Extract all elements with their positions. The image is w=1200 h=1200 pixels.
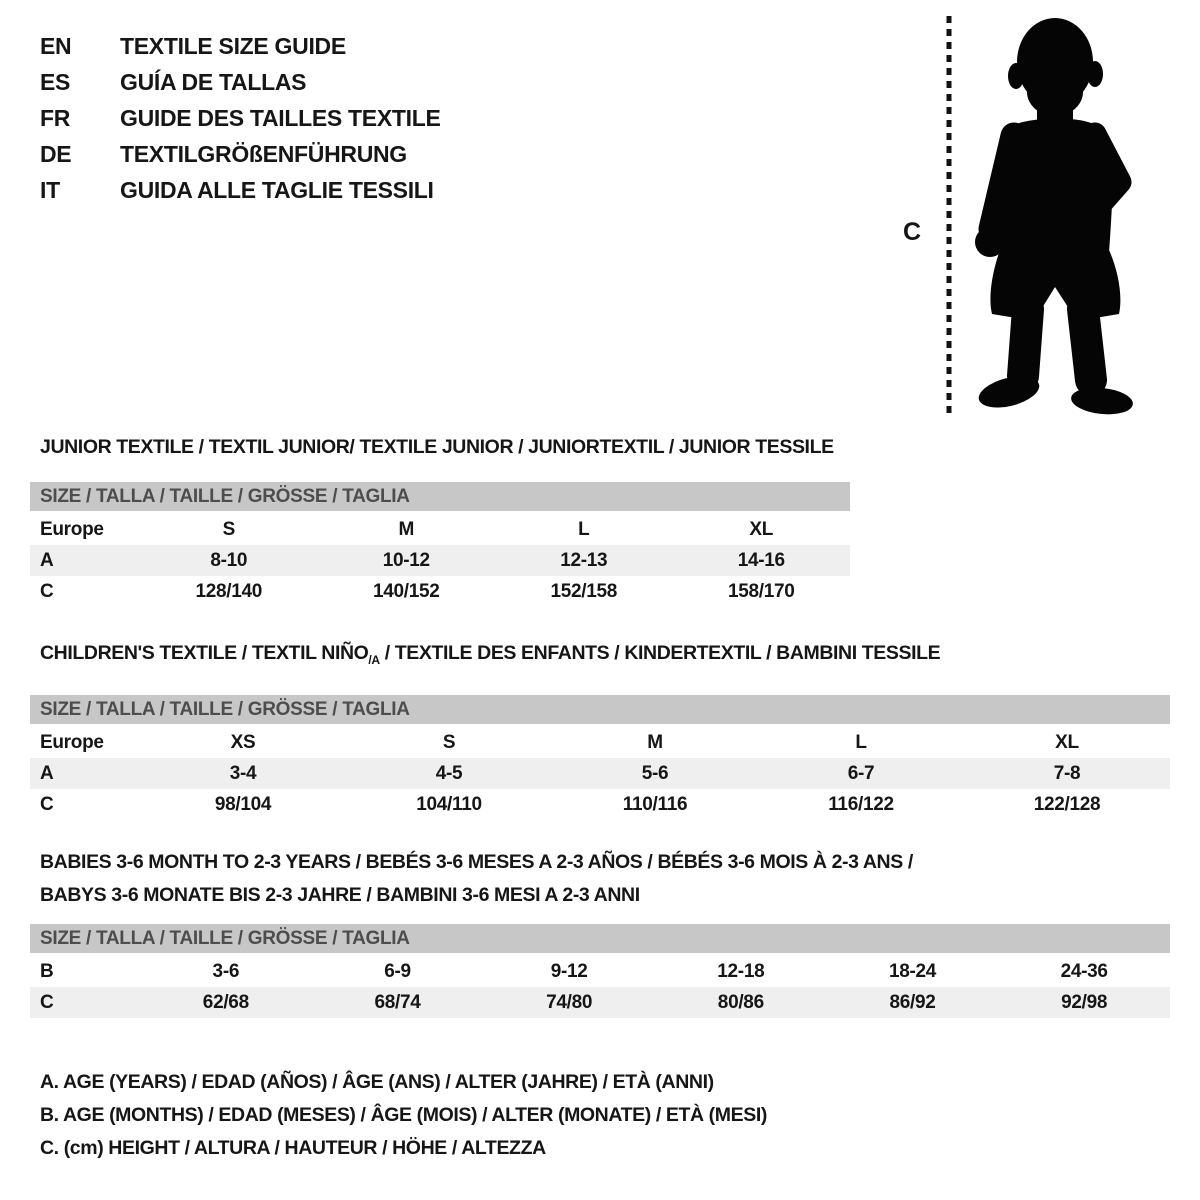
table-cell: S <box>442 731 456 753</box>
table-cell: 3-6 <box>212 961 240 982</box>
row-label: A <box>40 550 54 571</box>
toddler-silhouette-icon <box>962 14 1142 419</box>
table-cell: M <box>398 519 415 540</box>
language-row-en <box>40 28 441 64</box>
row-label: A <box>40 762 54 784</box>
table-cell: L <box>578 519 590 540</box>
table-cell: 80/86 <box>717 992 764 1013</box>
language-row-it <box>40 172 441 208</box>
section-title: CHILDREN'S TEXTILE / TEXTIL $NIÑO_{/A}$ / TEXTILE DES ENFANTS / KINDERTEXTIL / BAMBINI TESSILE <box>40 642 941 667</box>
language-label: GUÍA DE TALLAS <box>120 69 307 95</box>
table-row-europe <box>30 514 850 545</box>
table-cell: 158/170 <box>727 581 795 602</box>
language-code: IT <box>40 177 60 203</box>
table-cell: 140/152 <box>372 581 440 602</box>
section-title-line2: BABYS 3-6 MONATE BIS 2-3 JAHRE / BAMBINI 3-6 MESI A 2-3 ANNI <box>40 884 640 906</box>
section-babies-textile <box>30 846 1170 1018</box>
table-cell: 4-5 <box>435 762 463 784</box>
table-cell: 6-7 <box>847 762 875 784</box>
section-title: JUNIOR TEXTILE / TEXTIL JUNIOR/ TEXTILE JUNIOR / JUNIORTEXTIL / JUNIOR TESSILE <box>40 436 834 458</box>
language-title-list <box>40 28 441 208</box>
table-cell: 8-10 <box>210 550 248 571</box>
table-row-height <box>30 987 1170 1018</box>
table-cell: 14-16 <box>737 550 785 571</box>
legend <box>40 1066 767 1165</box>
title-subscript: /A <box>368 652 380 667</box>
table-cell: 92/98 <box>1061 992 1108 1013</box>
row-label: C <box>40 992 54 1013</box>
section-title-line1: BABIES 3-6 MONTH TO 2-3 YEARS / BEBÉS 3-6 MESES A 2-3 AÑOS / BÉBÉS 3-6 MOIS À 2-3 ANS / <box>40 851 913 873</box>
legend-line-c: C. (cm) HEIGHT / ALTURA / HAUTEUR / HÖHE / ALTEZZA <box>40 1137 546 1159</box>
section-children-textile <box>30 642 1170 820</box>
table-cell: 12-18 <box>717 961 765 982</box>
table-junior <box>30 482 850 607</box>
table-cell: 3-4 <box>229 762 257 784</box>
table-cell: 18-24 <box>888 961 937 982</box>
table-row-age-months <box>30 956 1170 987</box>
legend-line-a: A. AGE (YEARS) / EDAD (AÑOS) / ÂGE (ANS) / ALTER (JAHRE) / ETÀ (ANNI) <box>40 1071 714 1093</box>
table-cell: 116/122 <box>828 793 894 815</box>
table-cell: 68/74 <box>374 992 421 1013</box>
table-cell: 7-8 <box>1053 762 1081 784</box>
language-code: EN <box>40 33 72 59</box>
language-label: GUIDA ALLE TAGLIE TESSILI <box>120 177 434 203</box>
table-cell: 122/128 <box>1033 793 1101 815</box>
language-row-de <box>40 136 441 172</box>
table-cell: 10-12 <box>382 550 430 571</box>
table-cell: 104/110 <box>416 793 482 815</box>
language-label: GUIDE DES TAILLES TEXTILE <box>120 105 441 131</box>
table-cell: 6-9 <box>384 961 411 982</box>
size-header-bar: SIZE / TALLA / TAILLE / GRÖSSE / TAGLIA <box>30 695 1170 724</box>
language-label: TEXTILGRÖßENFÜHRUNG <box>120 141 407 167</box>
table-row-height <box>30 576 850 607</box>
language-row-fr <box>40 100 441 136</box>
measure-label-c: C <box>903 218 921 246</box>
language-label: TEXTILE SIZE GUIDE <box>120 33 346 59</box>
section-junior-textile <box>30 436 850 607</box>
row-label: B <box>40 961 54 982</box>
table-row-age <box>30 545 850 576</box>
table-row-europe <box>30 727 1170 758</box>
table-cell: 62/68 <box>202 992 249 1013</box>
table-cell: 152/158 <box>550 581 618 602</box>
table-cell: 24-36 <box>1060 961 1108 982</box>
table-cell: L <box>855 731 867 753</box>
table-row-age <box>30 758 1170 789</box>
size-header-bar: SIZE / TALLA / TAILLE / GRÖSSE / TAGLIA <box>30 924 1170 953</box>
language-code: DE <box>40 141 72 167</box>
height-measure-dashed-line <box>945 16 953 418</box>
table-cell: S <box>222 519 235 540</box>
table-cell: M <box>647 731 663 753</box>
table-cell: 110/116 <box>622 793 688 815</box>
table-cell: XS <box>230 731 256 753</box>
row-label: Europe <box>40 519 104 540</box>
row-label: Europe <box>40 731 104 753</box>
section-title <box>40 846 1170 912</box>
table-cell: 98/104 <box>214 793 272 815</box>
table-cell: XL <box>1055 731 1079 753</box>
table-cell: 86/92 <box>889 992 936 1013</box>
table-row-height <box>30 789 1170 820</box>
table-cell: 5-6 <box>641 762 669 784</box>
table-children <box>30 695 1170 820</box>
language-row-es <box>40 64 441 100</box>
row-label: C <box>40 581 54 602</box>
language-code: ES <box>40 69 71 95</box>
language-code: FR <box>40 105 71 131</box>
table-cell: XL <box>749 519 774 540</box>
size-header-bar: SIZE / TALLA / TAILLE / GRÖSSE / TAGLIA <box>30 482 850 511</box>
table-cell: 74/80 <box>546 992 593 1013</box>
table-babies <box>30 924 1170 1018</box>
table-cell: 12-13 <box>560 550 608 571</box>
row-label: C <box>40 793 54 815</box>
legend-line-b: B. AGE (MONTHS) / EDAD (MESES) / ÂGE (MOIS) / ALTER (MONATE) / ETÀ (MESI) <box>40 1104 767 1126</box>
table-cell: 128/140 <box>195 581 263 602</box>
table-cell: 9-12 <box>550 961 588 982</box>
